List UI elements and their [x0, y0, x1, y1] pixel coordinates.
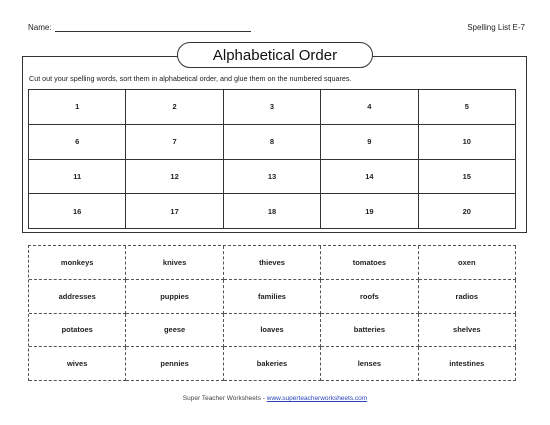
numbered-square: 14 — [321, 160, 418, 195]
numbered-square: 15 — [419, 160, 516, 195]
numbered-square: 2 — [126, 90, 223, 125]
word-card: loaves — [224, 314, 321, 348]
word-card: oxen — [419, 246, 516, 280]
numbered-square: 1 — [29, 90, 126, 125]
word-card: bakeries — [224, 347, 321, 381]
word-card: puppies — [126, 280, 223, 314]
numbered-square: 9 — [321, 125, 418, 160]
numbered-square: 18 — [224, 194, 321, 229]
instructions: Cut out your spelling words, sort them in alphabetical order, and glue them on the numbered squares. — [29, 74, 352, 83]
numbered-square: 20 — [419, 194, 516, 229]
word-card: shelves — [419, 314, 516, 348]
word-card: roofs — [321, 280, 418, 314]
numbered-square: 16 — [29, 194, 126, 229]
numbered-square: 12 — [126, 160, 223, 195]
word-card: thieves — [224, 246, 321, 280]
word-card: wives — [29, 347, 126, 381]
word-card: knives — [126, 246, 223, 280]
numbered-square: 6 — [29, 125, 126, 160]
footer-link[interactable]: www.superteacherworksheets.com — [266, 395, 368, 402]
numbered-square: 8 — [224, 125, 321, 160]
word-card: intestines — [419, 347, 516, 381]
word-card: monkeys — [29, 246, 126, 280]
numbered-square: 10 — [419, 125, 516, 160]
word-card: tomatoes — [321, 246, 418, 280]
word-card: potatoes — [29, 314, 126, 348]
name-row — [28, 23, 251, 32]
spelling-list-id: Spelling List E-7 — [467, 23, 525, 32]
word-card: pennies — [126, 347, 223, 381]
numbered-square: 19 — [321, 194, 418, 229]
numbered-square: 17 — [126, 194, 223, 229]
numbered-square: 11 — [29, 160, 126, 195]
word-card: batteries — [321, 314, 418, 348]
word-card: lenses — [321, 347, 418, 381]
word-cutout-grid — [28, 245, 516, 381]
word-card: radios — [419, 280, 516, 314]
numbered-square: 7 — [126, 125, 223, 160]
numbered-squares-grid — [28, 89, 516, 229]
numbered-square: 3 — [224, 90, 321, 125]
name-line — [55, 23, 251, 32]
name-label: Name: — [28, 23, 52, 32]
footer-text: Super Teacher Worksheets - — [182, 395, 267, 402]
footer — [0, 395, 550, 402]
word-card: addresses — [29, 280, 126, 314]
numbered-square: 13 — [224, 160, 321, 195]
word-card: geese — [126, 314, 223, 348]
worksheet-title: Alphabetical Order — [177, 42, 373, 68]
numbered-square: 4 — [321, 90, 418, 125]
word-card: families — [224, 280, 321, 314]
numbered-square: 5 — [419, 90, 516, 125]
